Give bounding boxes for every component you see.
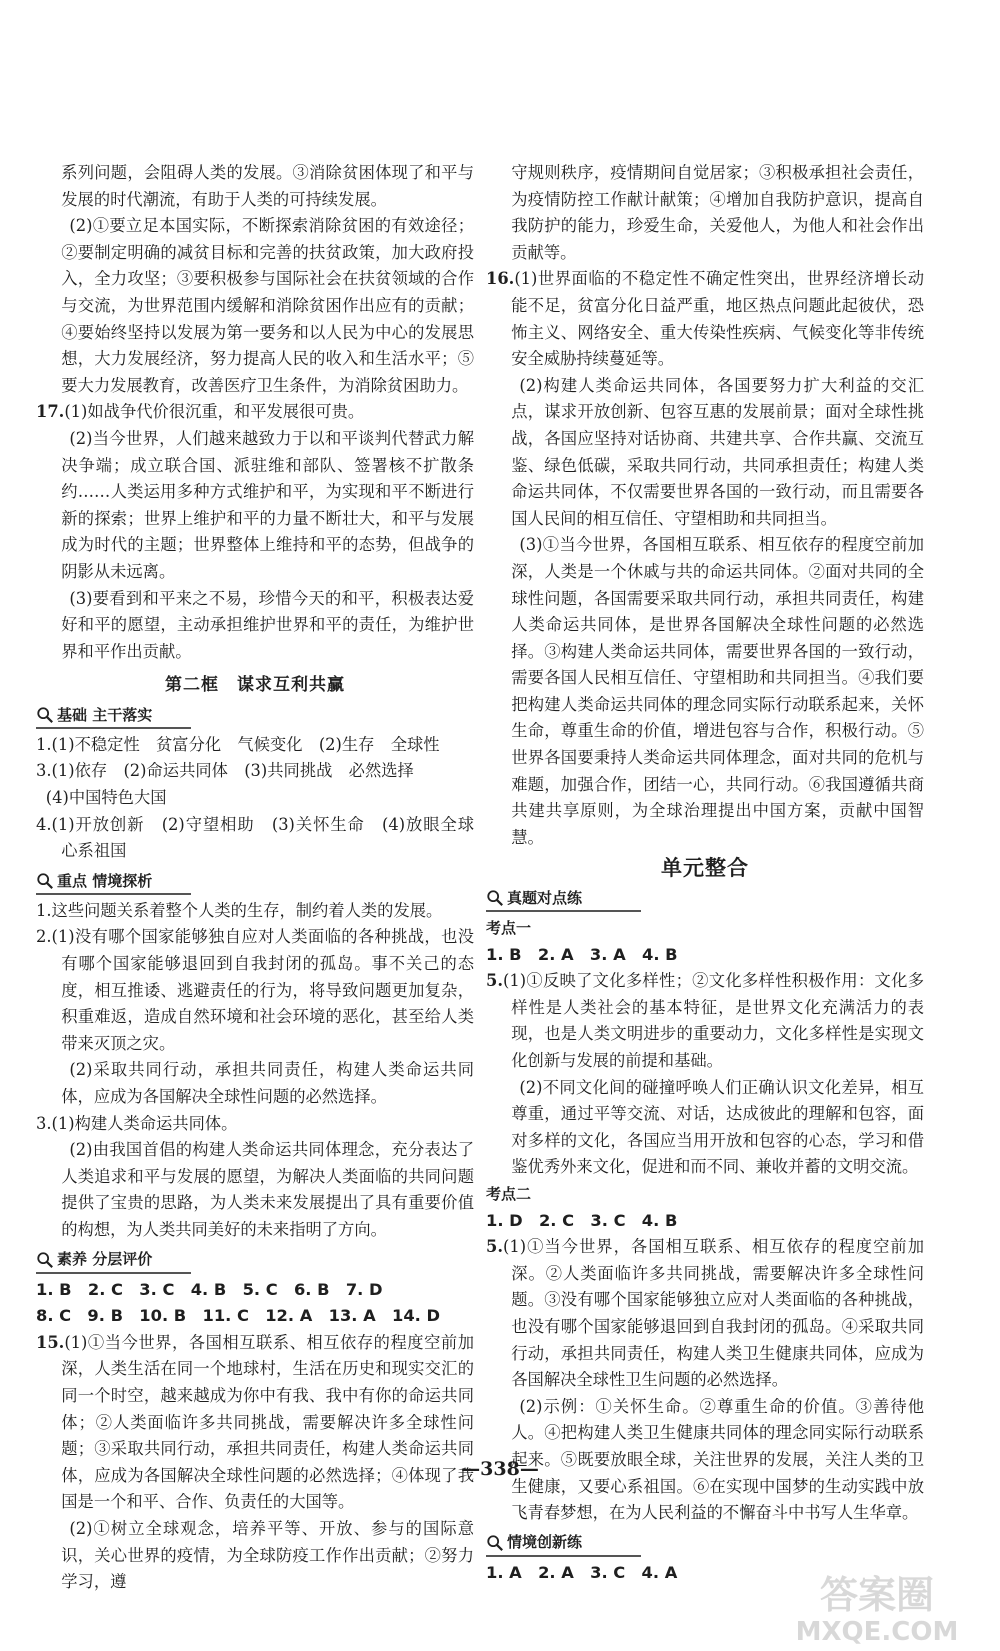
answer-text: (1)①当今世界，各国相互联系、相互依存的程度空前加深，人类生活在同一个地球村，生活在历史和现实交汇的同一个时空，越来越成为你中有我、我中有你的命运共同体；②人类面临许多共同挑战，需要解决许多全球性问题；③采取共同行动，承担共同责任，构建人类命运共同体，应成为各国解决全球性问题的必然选择；④体现了我国是一个和平、合作、负责任的大国等。 — [61, 1332, 474, 1512]
answer-text: (3)要看到和平来之不易，珍惜今天的和平，积极表达爱好和平的愿望，主动承担维护世界和平的责任，为维护世界和平作出贡献。 — [61, 588, 474, 661]
choice-answers: 1. D 2. C 3. C 4. B — [486, 1210, 678, 1230]
question-5 — [486, 968, 924, 1074]
section-header-key — [36, 869, 191, 895]
page-number: —338— — [461, 1458, 539, 1480]
magnifier-icon — [486, 1534, 504, 1552]
question-number: 17. — [36, 402, 65, 422]
paragraph: 系列问题，会阻碍人类的发展。③消除贫困体现了和平与发展的时代潮流，有助于人类的可持续发展。 — [61, 163, 474, 209]
choice-answers: 1. B 2. C 3. C 4. B 5. C 6. B 7. D — [36, 1279, 383, 1299]
answer-text: (2)当今世界，人们越来越致力于以和平谈判代替武力解决争端；成立联合国、派驻维和部队、签署核不扩散条约……人类运用多种方式维护和平，为实现和平不断进行新的探索；世界上维护和平的力量不断壮大，和平与发展成为时代的主题；世界整体上维持和平的态势，但战争的阴影从未远离。 — [61, 428, 474, 581]
answer-line: (2)由我国首倡的构建人类命运共同体理念，充分表达了人类追求和平与发展的愿望，为解决人类面临的共同问题提供了宝贵的思路，为人类未来发展提出了具有重要价值的构想，为人类共同美好的未来指明了方向。 — [61, 1140, 474, 1239]
question-16 — [486, 266, 924, 372]
answer-line: 4.(1)开放创新 (2)守望相助 (3)关怀生命 (4)放眼全球 心系祖国 — [36, 814, 491, 861]
svg-text:答案圈: 答案圈 — [819, 1573, 935, 1617]
answer-text: (1)如战争代价很沉重，和平发展很可贵。 — [64, 402, 365, 422]
section-title: 第二框 谋求互利共赢 — [165, 675, 345, 696]
section-header-literacy — [36, 1248, 191, 1274]
svg-text:MXQE.COM: MXQE.COM — [795, 1617, 959, 1645]
magnifier-icon — [36, 872, 54, 890]
answer-text: (3)①当今世界，各国相互联系、相互依存的程度空前加深，人类是一个休戚与共的命运共同体。②面对共同的全球性问题，各国需要采取共同行动，承担共同责任，构建人类命运共同体，是世界各国解决全球性问题的必然选择。③构建人类命运共同体，需要世界各国的一致行动，需要各国人民相互信任、守望相助和共同担当。④我们要把构建人类命运共同体的理念同实际行动联系起来，关怀生命，尊重生命的价值，增进包容与合作，积极行动。⑤世界各国要秉持人类命运共同体理念，面对共同的危机与难题，加强合作，团结一心，共同行动。⑥我国遵循共商共建共享原则，为全球治理提出中国方案，贡献中国智慧。 — [511, 535, 924, 847]
section-header-label: 重点 情境探析 — [57, 871, 153, 890]
watermark-logo — [785, 1570, 970, 1645]
question-15 — [36, 1330, 474, 1516]
section-header-innovation — [486, 1531, 641, 1557]
paragraph: (2)①要立足本国实际，不断探索消除贫困的有效途径；②要制定明确的减贫目标和完善的扶贫政策，加大政府投入，全力攻坚；③要积极参与国际社会在扶贫领域的合作与交流，为世界范围内缓解和消除贫困作出应有的贡献；④要始终坚持以发展为第一要务和以人民为中心的发展思想，大力发展经济，努力提高人民的收入和生活水平；⑤要大力发展教育，改善医疗卫生条件，为消除贫困助力。 — [61, 216, 474, 395]
section-header-label: 真题对点练 — [507, 888, 583, 907]
section-header-label: 情境创新练 — [507, 1533, 583, 1552]
answer-text: (1)世界面临的不稳定性不确定性突出，世界经济增长动能不足，贫富分化日益严重，地区热点问题此起彼伏，恐怖主义、网络安全、重大传染性疾病、气候变化等非传统安全威胁持续蔓延等。 — [511, 269, 924, 369]
magnifier-icon — [486, 889, 504, 907]
answer-text: (2)①树立全球观念，培养平等、开放、参与的国际意识，关心世界的疫情，为全球防疫工作作出贡献；②努力学习，遵 — [61, 1518, 474, 1592]
question-number: 16. — [486, 269, 515, 289]
question-5 — [486, 1234, 924, 1394]
answer-line: 2.(1)没有哪个国家能够独自应对人类面临的各种挑战，也没有哪个国家能够退回到自我封闭的孤岛。事不关己的态度，相互推诿、逃避责任的行为，将导致问题更加复杂，积重难返，造成自然环境和社会环境的恶化，甚至给人类带来灭顶之灾。 — [36, 927, 474, 1053]
answer-line: 1.这些问题关系着整个人类的生存，制约着人类的发展。 — [36, 900, 443, 920]
paragraph: 守规则秩序，疫情期间自觉居家；③积极承担社会责任，为疫情防控工作献计献策；④增加自我防护意识，提高自我防护的能力，珍爱生命，关爱他人，为他人和社会作出贡献等。 — [511, 163, 924, 262]
section-header-real-exam — [486, 886, 641, 912]
left-column — [36, 160, 491, 1596]
topic-label: 考点一 — [486, 919, 532, 938]
question-number: 5. — [486, 971, 503, 991]
topic-label: 考点二 — [486, 1184, 532, 1203]
question-17 — [36, 399, 474, 426]
choice-answers: 1. A 2. A 3. C 4. A — [486, 1562, 678, 1582]
answer-line: (2)采取共同行动，承担共同责任，构建人类命运共同体，应成为各国解决全球性问题的必然选择。 — [61, 1060, 474, 1106]
choice-answers: 8. C 9. B 10. B 11. C 12. A 13. A 14. D — [36, 1306, 441, 1326]
answer-text: (2)不同文化间的碰撞呼唤人们正确认识文化差异，相互尊重，通过平等交流、对话，达成彼此的理解和包容，面对多样的文化，各国应当用开放和包容的心态，学习和借鉴优秀外来文化，促进和而不同、兼收并蓄的文明交流。 — [511, 1077, 924, 1177]
magnifier-icon — [36, 1251, 54, 1269]
answer-text: (2)示例：①关怀生命。②尊重生命的价值。③善待他人。④把构建人类卫生健康共同体的理念同实际行动联系起来。⑤既要放眼全球，关注世界的发展，关注人类的卫生健康，又要心系祖国。⑥在实现中国梦的生动实践中放飞青春梦想，在为人民利益的不懈奋斗中书写人生华章。 — [511, 1396, 924, 1523]
section-header-label: 基础 主干落实 — [57, 705, 153, 724]
unit-title: 单元整合 — [661, 856, 749, 881]
right-column — [486, 160, 924, 1586]
answer-line: 3.(1)构建人类命运共同体。 — [36, 1113, 238, 1133]
choice-answers: 1. B 2. A 3. A 4. B — [486, 944, 678, 964]
question-number: 15. — [36, 1332, 65, 1352]
question-number: 5. — [486, 1237, 503, 1257]
section-header-label: 素养 分层评价 — [57, 1250, 153, 1269]
answer-text: (1)①当今世界，各国相互联系、相互依存的程度空前加深。②人类面临许多共同挑战，需要解决许多全球性问题。③没有哪个国家能够独立应对人类面临的各种挑战，也没有哪个国家能够退回到自我封闭的孤岛。④采取共同行动，承担共同责任，构建人类卫生健康共同体，应成为各国解决全球性卫生问题的必然选择。 — [503, 1237, 924, 1390]
section-header-basic — [36, 703, 191, 729]
answer-text: (2)构建人类命运共同体，各国要努力扩大利益的交汇点，谋求开放创新、包容互惠的发展前景；面对全球性挑战，各国应坚持对话协商、共建共享、合作共赢、交流互鉴、绿色低碳，采取共同行动，共同承担责任；构建人类命运共同体，不仅需要世界各国的一致行动，而且需要各国人民间的相互信任、守望相助和共同担当。 — [511, 375, 924, 528]
magnifier-icon — [36, 706, 54, 724]
answer-line: (4)中国特色大国 — [45, 788, 167, 808]
answer-line: 1.(1)不稳定性 贫富分化 气候变化 (2)生存 全球性 — [36, 734, 440, 754]
answer-line: 3.(1)依存 (2)命运共同体 (3)共同挑战 必然选择 — [36, 761, 414, 781]
answer-text: (1)①反映了文化多样性；②文化多样性积极作用：文化多样性是人类社会的基本特征，是世界文化充满活力的表现，也是人类文明进步的重要动力，文化多样性是实现文化创新与发展的前提和基础。 — [503, 971, 924, 1070]
